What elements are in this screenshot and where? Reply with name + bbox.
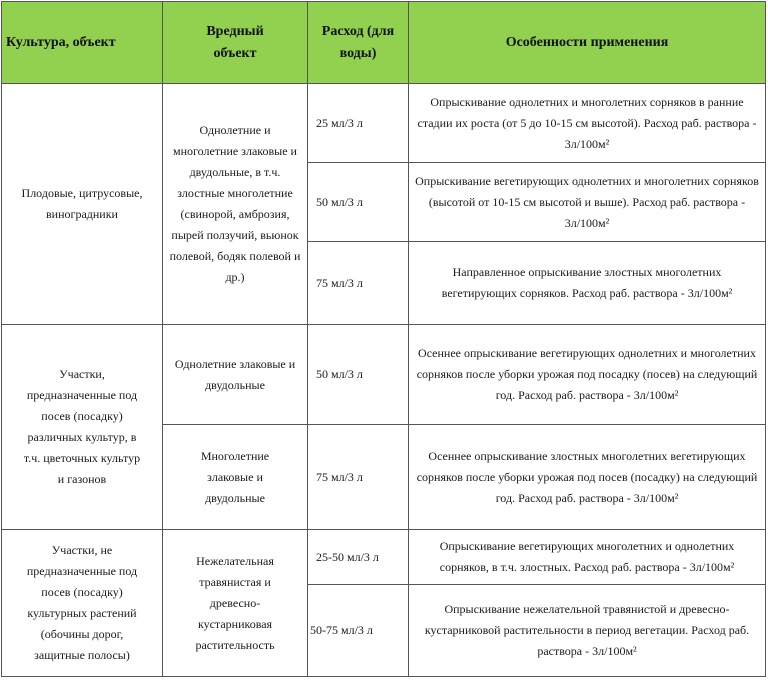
header-pest: Вредный объект: [163, 2, 308, 84]
rate-cell: 50 мл/3 л: [308, 325, 409, 425]
pest-cell: Многолетние злаковые и двудольные: [163, 425, 308, 530]
rate-cell: 25-50 мл/3 л: [308, 530, 409, 585]
note-cell: Направленное опрыскивание злостных многолетних вегетирующих сорняков. Расход раб. раствора - 3л/100м²: [409, 242, 766, 325]
table-row: [2, 325, 766, 425]
pest-cell: Нежелательная травянистая и древесно-кустарниковая растительность: [163, 530, 308, 677]
rate-cell: 50-75 мл/3 л: [308, 585, 409, 677]
rate-cell: 75 мл/3 л: [308, 242, 409, 325]
rate-cell: 25 мл/3 л: [308, 84, 409, 163]
rate-cell: 75 мл/3 л: [308, 425, 409, 530]
header-culture: Культура, объект: [2, 2, 163, 84]
header-rate: Расход (для воды): [308, 2, 409, 84]
note-cell: Опрыскивание однолетних и многолетних сорняков в ранние стадии их роста (от 5 до 10-15 см высотой). Расход раб. раствора - 3л/100м²: [409, 84, 766, 163]
note-cell: Осеннее опрыскивание вегетирующих однолетних и многолетних сорняков после уборки урожая под посадку (посев) на следующий год. Расход раб. раствора - 3л/100м²: [409, 325, 766, 425]
header-notes: Особенности применения: [409, 2, 766, 84]
note-cell: Опрыскивание вегетирующих однолетних и многолетних сорняков (высотой от 10-15 см высотой и выше). Расход раб. раствора - 3л/100м²: [409, 163, 766, 242]
note-cell: Опрыскивание вегетирующих многолетних и однолетних сорняков, в т.ч. злостных. Расход раб. раствора - 3л/100м²: [409, 530, 766, 585]
rate-cell: 50 мл/3 л: [308, 163, 409, 242]
header-row: [2, 2, 766, 84]
note-cell: Опрыскивание нежелательной травянистой и древесно-кустарниковой растительности в период вегетации. Расход раб. раствора - 3л/100м²: [409, 585, 766, 677]
culture-cell: Участки, не предназначенные под посев (посадку) культурных растений (обочины дорог, защитные полосы): [2, 530, 163, 677]
table-row: [2, 84, 766, 163]
culture-cell: Участки, предназначенные под посев (посадку) различных культур, в т.ч. цветочных культур и газонов: [2, 325, 163, 530]
note-cell: Осеннее опрыскивание злостных многолетних вегетирующих сорняков после уборки урожая под посев (посадку) на следующий год. Расход раб. раствора - 3л/100м²: [409, 425, 766, 530]
culture-cell: Плодовые, цитрусовые, виноградники: [2, 84, 163, 325]
pest-cell: Однолетние злаковые и двудольные: [163, 325, 308, 425]
pest-cell: Однолетние и многолетние злаковые и двудольные, в т.ч. злостные многолетние (свинорой, амброзия, пырей ползучий, вьюнок полевой, бодяк полевой и др.): [163, 84, 308, 325]
herbicide-table: [1, 1, 766, 677]
table-row: [2, 530, 766, 585]
